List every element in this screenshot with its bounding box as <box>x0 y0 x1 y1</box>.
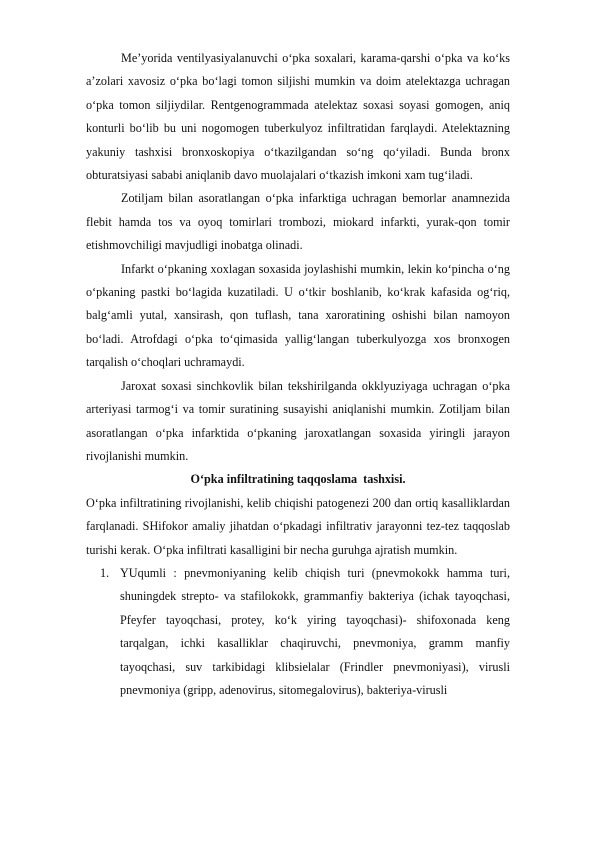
list-item <box>86 562 510 702</box>
paragraph-intro: O‘pka infiltratining rivojlanishi, kelib chiqishi patogenezi 200 dan ortiq kasalliklardan farqlanadi. SHifokor amaliy jihatdan o‘pkadagi infiltrativ jarayonni tez-tez taqqoslab turishi kerak. O‘pka infiltrati kasalligini bir necha guruhga ajratish mumkin. <box>86 495 510 557</box>
section-heading: O‘pka infiltratining taqqoslama tashxisi. <box>190 472 406 487</box>
paragraph-infarction-anamnesis: Zotiljam bilan asoratlangan o‘pka infarktiga uchragan bemorlar anamnezida flebit hamda tos va oyoq tomirlari trombozi, miokard infarkti, yurak-qon tomir etishmovchiligi mavjudligi inobatga olinadi. <box>86 191 510 253</box>
paragraph-atelectasis: Me’yorida ventilyasiyalanuvchi o‘pka soxalari, karama-qarshi o‘pka va ko‘ks a’zolari xavosiz o‘pka bo‘lagi tomon siljishi mumkin va doim atelektazga uchragan o‘pka tomon siljiydilar. Rentgenogrammada atelektaz soxasi soyasi gomogen, aniq konturli bo‘lib bu uni nogomogen tuberkulyoz infiltratidan farqlaydi. Atelektazning yakuniy tashxisi bronxoskopiya o‘tkazilgandan so‘ng qo‘yiladi. Bunda bronx obturatsiyasi sababi aniqlanib davo muolajalari o‘tkazish imkoni xam tug‘iladi. <box>86 51 510 183</box>
paragraph-lesion-area: Jaroxat soxasi sinchkovlik bilan tekshirilganda okklyuziyaga uchragan o‘pka arteriyasi tarmog‘i va tomir suratining susayishi aniqlanishi mumkin. Zotiljam bilan asoratlangan o‘pka infarktida o‘pkaning jaroxatlangan soxasida yiringli jarayon rivojlanishi mumkin. <box>86 378 510 463</box>
list-item-number: 1. <box>100 565 110 580</box>
list-item-text: YUqumli : pnevmoniyaning kelib chiqish turi (pnevmokokk hamma turi, shuningdek strepto- va stafilokokk, grammanfiy bakteriya (ichak tayoqchasi, Pfeyfer tayoqchasi, protey, ko‘k yiring tayoqchasi)- shifoxonada keng tarqalgan, ichki kasalliklar chaqiruvchi, pnevmoniya, gramm manfiy tayoqchasi, suv tarkibidagi klibsielalar (Frindler pnevmoniyasi), virusli pnevmoniya (gripp, adenovirus, sitomegalovirus), bakteriya-virusli <box>120 565 510 697</box>
paragraph-infarction-location: Infarkt o‘pkaning xoxlagan soxasida joylashishi mumkin, lekin ko‘pincha o‘ng o‘pkaning pastki bo‘lagida kuzatiladi. U o‘tkir boshlanib, ko‘krak kafasida og‘riq, balg‘amli yutal, xansirash, qon tuflash, tana xaroratining oshishi bilan namoyon bo‘ladi. Atrofdagi o‘pka to‘qimasida yallig‘langan tuberkulyozga xos bronxogen tarqalish o‘choqlari uchramaydi. <box>86 261 510 370</box>
numbered-list <box>86 562 510 702</box>
document-page <box>86 47 510 702</box>
